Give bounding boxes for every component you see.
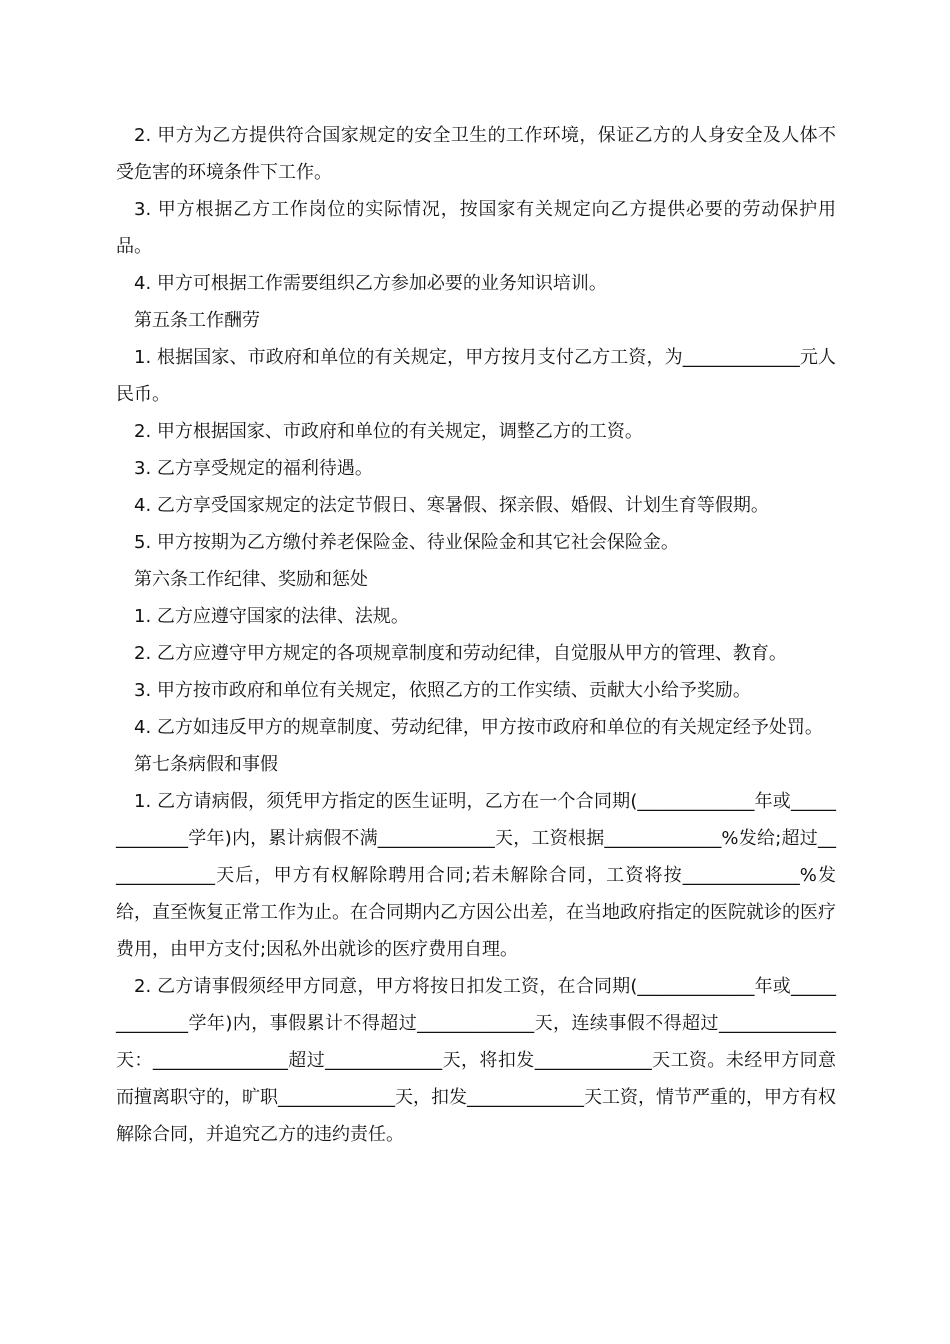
- clause-paragraph: 4. 乙方享受国家规定的法定节假日、寒暑假、探亲假、婚假、计划生育等假期。: [134, 495, 769, 516]
- clause-paragraph: 1. 乙方应遵守国家的法律、法规。: [134, 606, 409, 627]
- article-heading: 第五条工作酬劳: [134, 310, 260, 331]
- clause-paragraph: 2. 乙方应遵守甲方规定的各项规章制度和劳动纪律，自觉服从甲方的管理、教育。: [134, 643, 787, 664]
- contract-body: [116, 117, 836, 1153]
- clause-paragraph: 1. 根据国家、市政府和单位的有关规定，甲方按月支付乙方工资，为_____________元人民币。: [116, 347, 836, 405]
- clause-paragraph: 2. 乙方请事假须经甲方同意，甲方将按日扣发工资，在合同期(_____________年或_____________学年)内，事假累计不得超过_____________天，连续事假不得超过_____________天：_______________超过_____________天，将扣发_____________天工资。未经甲方同意而擅离职守的，旷职_____________天，扣发_____________天工资，情节严重的，甲方有权解除合同，并追究乙方的违约责任。: [116, 976, 836, 1145]
- clause-paragraph: 3. 甲方按市政府和单位有关规定，依照乙方的工作实绩、贡献大小给予奖励。: [134, 680, 751, 701]
- clause-paragraph: 4. 甲方可根据工作需要组织乙方参加必要的业务知识培训。: [134, 273, 607, 294]
- clause-paragraph: 3. 乙方享受规定的福利待遇。: [134, 458, 373, 479]
- clause-paragraph: 4. 乙方如违反甲方的规章制度、劳动纪律，甲方按市政府和单位的有关规定经予处罚。: [134, 717, 823, 738]
- clause-paragraph: 2. 甲方根据国家、市政府和单位的有关规定，调整乙方的工资。: [134, 421, 643, 442]
- article-heading: 第七条病假和事假: [134, 754, 278, 775]
- clause-paragraph: 3. 甲方根据乙方工作岗位的实际情况，按国家有关规定向乙方提供必要的劳动保护用品。: [116, 199, 836, 257]
- article-heading: 第六条工作纪律、奖励和惩处: [134, 569, 368, 590]
- clause-paragraph: 2. 甲方为乙方提供符合国家规定的安全卫生的工作环境，保证乙方的人身安全及人体不受危害的环境条件下工作。: [116, 125, 836, 183]
- clause-paragraph: 5. 甲方按期为乙方缴付养老保险金、待业保险金和其它社会保险金。: [134, 532, 679, 553]
- clause-paragraph: 1. 乙方请病假，须凭甲方指定的医生证明，乙方在一个合同期(_____________年或_____________学年)内，累计病假不满_____________天，工资根据_____________%发给;超过_____________天后，甲方有权解除聘用合同;若未解除合同，工资将按_____________%发给，直至恢复正常工作为止。在合同期内乙方因公出差，在当地政府指定的医院就诊的医疗费用，由甲方支付;因私外出就诊的医疗费用自理。: [116, 791, 836, 960]
